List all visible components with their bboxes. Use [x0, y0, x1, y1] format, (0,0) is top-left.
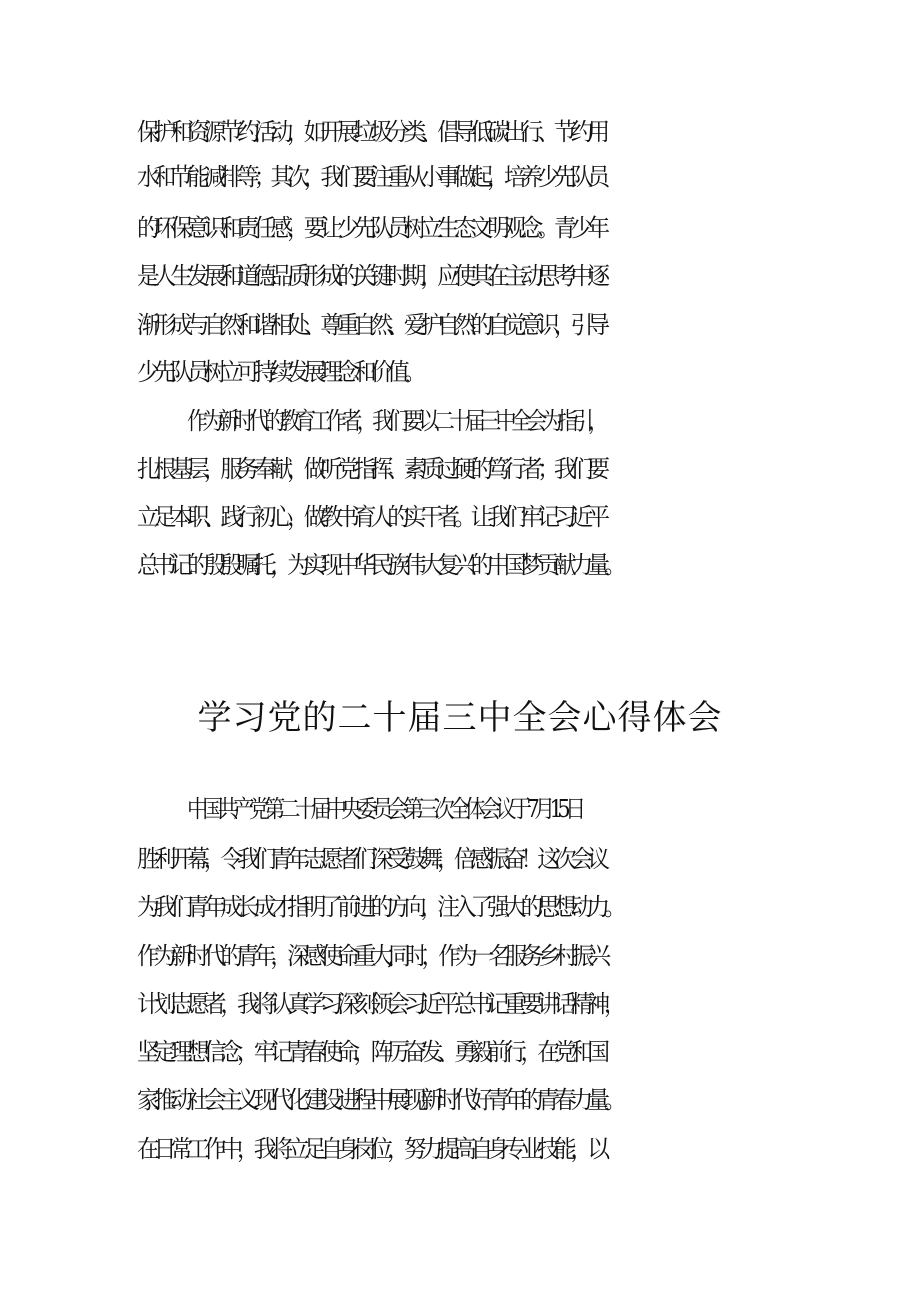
paragraph-line: 胜利开幕，令我们青年志愿者们深受鼓舞，倍感振奋！这次会议 [137, 845, 604, 873]
paragraph-line: 作为新时代的青年，深感使命重大,同时，作为一名服务乡村振兴 [137, 942, 605, 970]
paragraph-line: 的环保意识和责任感，要让少先队员树立生态文明观念。青少年 [137, 214, 604, 242]
paragraph-line: 少先队员树立可持续发展理念和价值。 [137, 358, 421, 386]
paragraph-line: 中国共产党第二十届中央委员会第三次全体会议于7月15日 [187, 795, 581, 823]
paragraph-line: 坚定理想信念，牢记青春使命，阵厉奋发、勇毅前行，在党和国 [137, 1038, 604, 1066]
paragraph-line: 立足本职、践行初心，做教书育人的实干者。让我们牢记习近平 [137, 503, 604, 531]
paragraph-line: 是人生发展和道德品质形成的关键时期，应使其在主动思考中逐 [137, 262, 604, 290]
paragraph-line: 作为新时代的教育工作者，我们要以二十届三中全会为指引， [187, 407, 604, 435]
paragraph-line: 总书记的殷殷嘱托，为实现中华民族伟大复兴的中国梦贡献力量。 [137, 551, 621, 579]
paragraph-line: 计划志愿者，我将认真学习深刻领会习近平总书记重要讲话精神， [137, 990, 621, 1018]
paragraph-line: 水和节能减排等；其次，我们要注重从小事做起，培养少先队员 [137, 163, 604, 191]
paragraph-line: 在日常工作中，我将立足自身岗位，努力提高自身专业技能，以 [137, 1135, 604, 1163]
article-title: 学习党的二十届三中全会心得体会 [197, 698, 723, 738]
paragraph-line: 渐形成与自然和谐相处、尊重自然、爱护自然的自觉意识，引导 [137, 311, 604, 339]
paragraph-line: 家推动社会主义现代化建设进程中展现新时代好青年的青春力量。 [137, 1086, 621, 1114]
paragraph-line: 扎根基层，服务奉献，做听党指挥、素质过硬的笃行者；我们要 [137, 455, 604, 483]
paragraph-line: 为我们青年成长成才指明了前进的方向，注入了强大的思想动力。 [137, 893, 621, 921]
paragraph-line: 保护和资源节约活动，如开展垃圾分类、倡导低碳出行、节约用 [137, 118, 604, 146]
